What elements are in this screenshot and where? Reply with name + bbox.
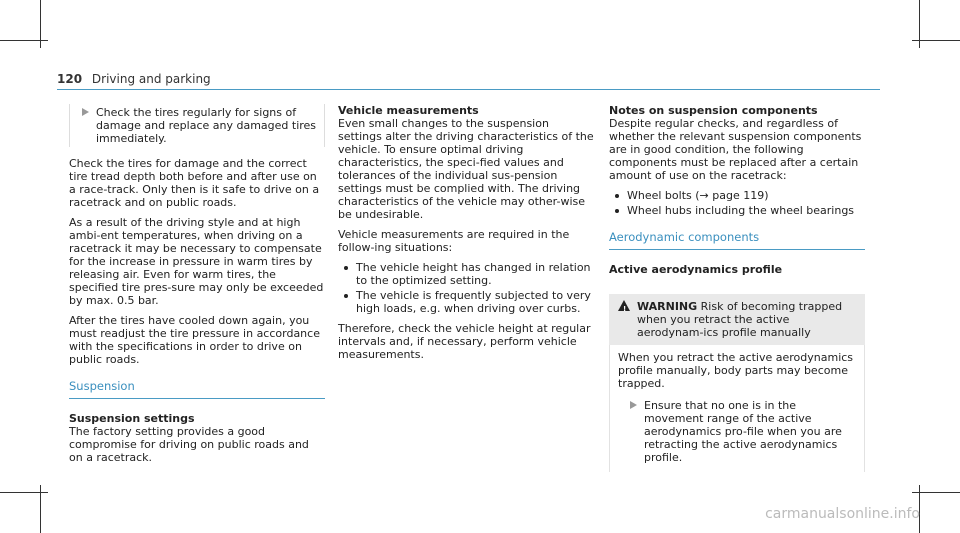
page-reference[interactable]: Wheel bolts (→ page 119) xyxy=(627,189,769,202)
list-item: The vehicle height has changed in relation to the optimized setting. xyxy=(338,261,596,287)
paragraph: Therefore, check the vehicle height at regular intervals and, if necessary, perform vehicle measurements. xyxy=(338,322,591,361)
column-2 xyxy=(338,104,596,368)
warning-body xyxy=(609,345,865,472)
column-3 xyxy=(609,104,865,472)
paragraph: The factory setting provides a good compromise for driving on public roads and on a racetrack. xyxy=(69,425,309,464)
crop-mark xyxy=(0,492,48,493)
bullet-list xyxy=(609,189,865,217)
sub-heading: Suspension settings xyxy=(69,412,195,425)
header-rule xyxy=(57,89,880,90)
paragraph: Vehicle measurements are required in the follow-ing situations: xyxy=(338,228,570,254)
paragraph: After the tires have cooled down again, you must readjust the tire pressure in accordance with the specifications in order to drive on public roads. xyxy=(69,314,320,366)
warning-icon: ! xyxy=(618,300,630,311)
bullet-icon xyxy=(615,209,619,213)
sub-heading: Vehicle measurements xyxy=(338,104,479,117)
list-item: Wheel hubs including the wheel bearings xyxy=(609,204,865,217)
paragraph: When you retract the active aerodynamics profile manually, body parts may become trapped. xyxy=(618,351,854,390)
list-item xyxy=(609,189,865,202)
warning-box xyxy=(609,294,865,345)
warning-label: WARNING xyxy=(637,300,698,313)
crop-mark xyxy=(0,40,48,41)
sub-heading: Notes on suspension components xyxy=(609,104,818,117)
crop-mark xyxy=(912,492,960,493)
crop-mark xyxy=(912,40,960,41)
section-heading: Suspension xyxy=(69,380,325,399)
paragraph: Even small changes to the suspension settings alter the driving characteristics of the vehicle. To ensure optimal driving characteristics, the speci-fied values and tolerances of the individual sus-pension settings must be complied with. The driving characteristics of the vehicle may other-wise be undesirable. xyxy=(338,117,594,221)
play-arrow-icon xyxy=(82,108,89,116)
warning-text: Risk of becoming trapped when you retract the active aerodynam-ics profile manually xyxy=(637,300,843,339)
column-1 xyxy=(69,104,325,471)
bullet-icon xyxy=(344,294,348,298)
section-heading: Aerodynamic components xyxy=(609,231,865,250)
watermark: carmanualsonline.info xyxy=(765,506,920,522)
paragraph: As a result of the driving style and at high ambi-ent temperatures, when driving on a racetrack it may be necessary to compensate for the increase in pressure in warm tires by releasing air. Even for warm tires, the specified tire pres-sure may only be exceeded by max. 0.5 bar. xyxy=(69,216,324,307)
bullet-icon xyxy=(615,194,619,198)
bullet-list xyxy=(338,261,596,315)
list-item: The vehicle is frequently subjected to very high loads, e.g. when driving over curbs. xyxy=(338,289,596,315)
instruction-step: Check the tires regularly for signs of damage and replace any damaged tires immediately. xyxy=(69,104,325,147)
sub-heading: Active aerodynamics profile xyxy=(609,263,783,276)
instruction-step: Ensure that no one is in the movement range of the active aerodynamics pro-file when you are retracting the active aerodynamics profile. xyxy=(618,397,856,466)
section-title: Driving and parking xyxy=(91,72,211,86)
paragraph: Check the tires for damage and the correct tire tread depth both before and after use on a race-track. Only then is it safe to drive on a racetrack and on public roads. xyxy=(69,157,320,209)
page-header xyxy=(57,72,211,86)
bullet-icon xyxy=(344,266,348,270)
page-number: 120 xyxy=(57,72,83,86)
play-arrow-icon xyxy=(630,401,637,409)
paragraph: Despite regular checks, and regardless of whether the relevant suspension components are in good condition, the following components must be replaced after a certain amount of use on the racetrack: xyxy=(609,117,862,182)
